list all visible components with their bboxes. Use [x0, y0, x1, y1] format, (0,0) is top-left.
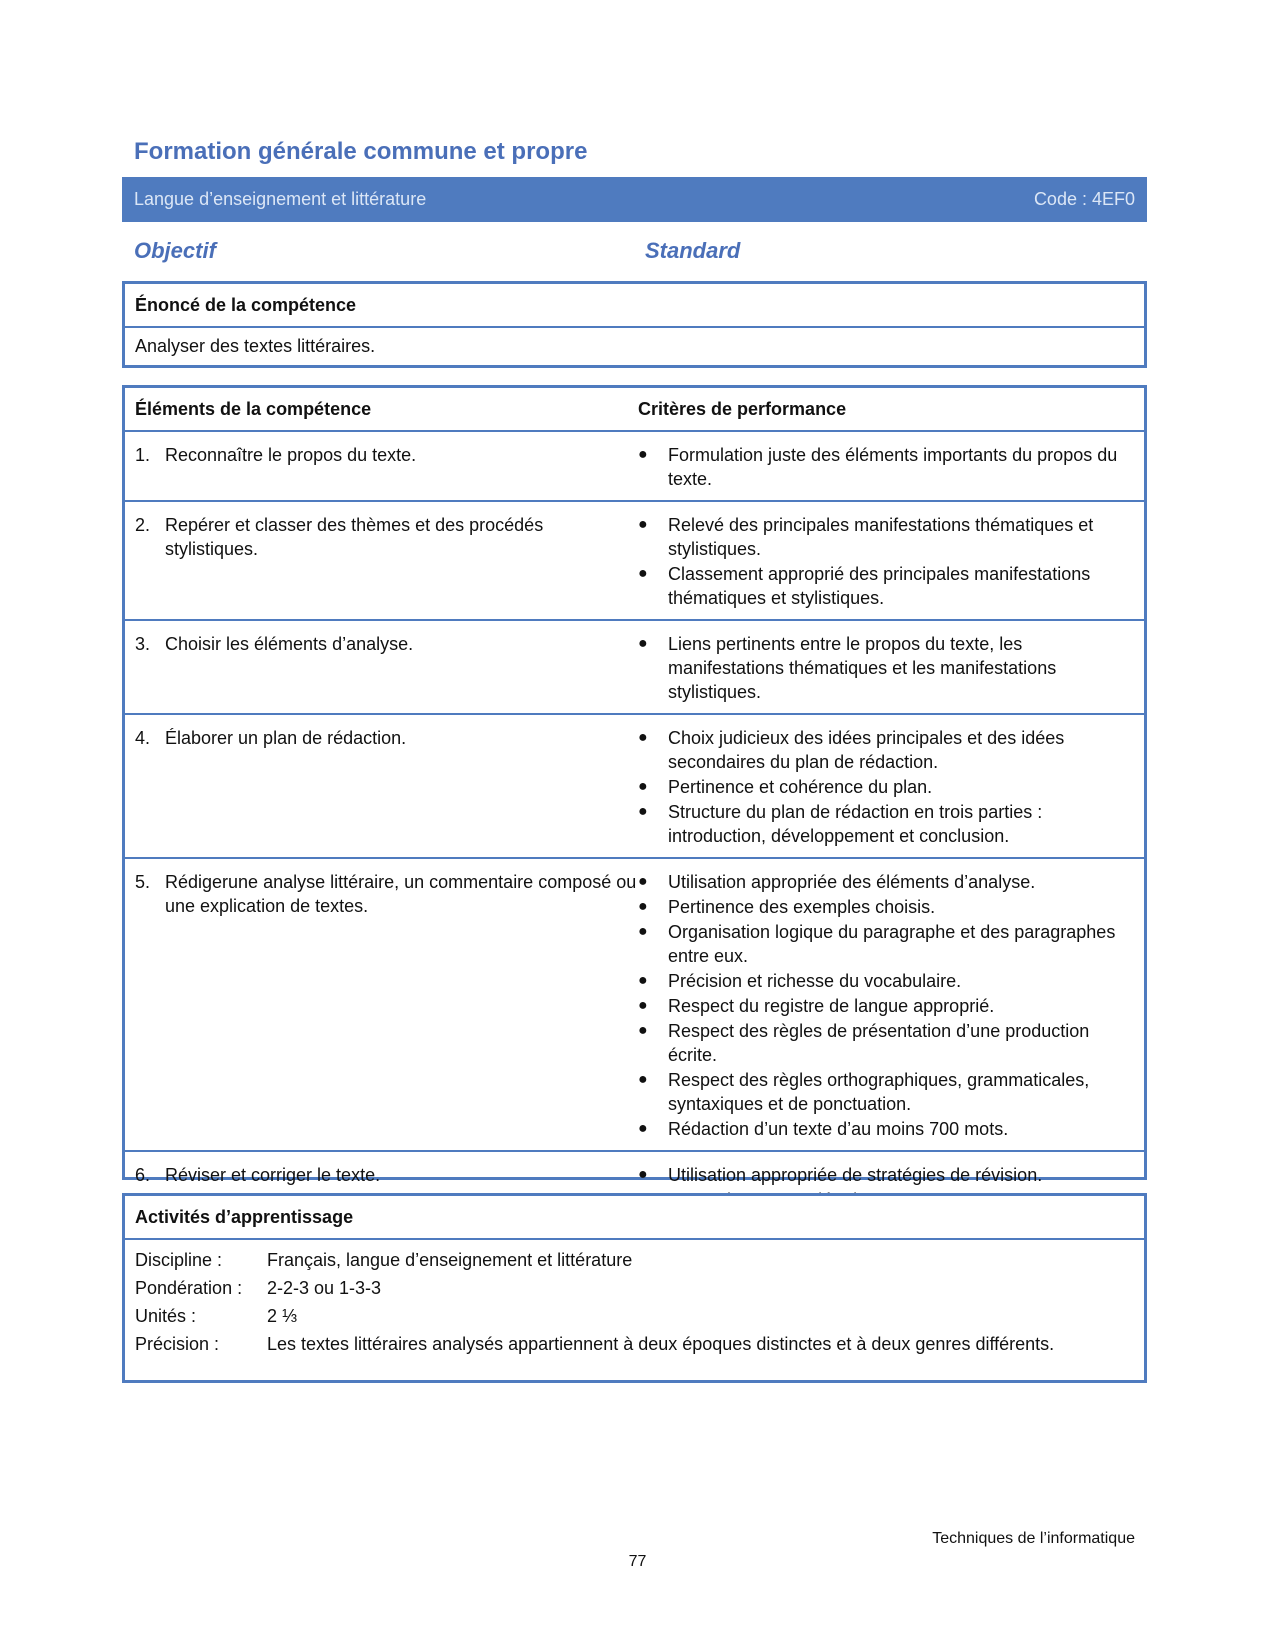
criteria-text: Utilisation appropriée des éléments d’analyse.: [668, 872, 1036, 892]
bullet-icon: ●: [638, 446, 648, 463]
field-value: 2-2-3 ou 1-3-3: [267, 1278, 382, 1298]
bullet-icon: ●: [638, 1071, 648, 1088]
standard-heading: Standard: [645, 238, 741, 263]
criteria-text: Respect des règles orthographiques, grammaticales, syntaxiques et de ponctuation.: [668, 1070, 1090, 1114]
criteria-item: [638, 562, 1136, 610]
enonce-box: [122, 281, 1147, 368]
footer-program: Techniques de l’informatique: [932, 1530, 1135, 1547]
criteria-item: [638, 1117, 1136, 1141]
bullet-icon: ●: [638, 1120, 648, 1137]
criteria-table: [122, 385, 1147, 1185]
criteria-text: Organisation logique du paragraphe et des paragraphes entre eux.: [668, 922, 1116, 966]
bullet-icon: ●: [638, 635, 648, 652]
criteria-item: [638, 726, 1136, 774]
criteres-column-header: Critères de performance: [638, 398, 847, 419]
criteria-list: [638, 859, 1136, 1150]
criteria-item: [638, 775, 1136, 799]
activite-field: [125, 1304, 1144, 1328]
criteria-row: [125, 859, 1144, 1152]
criteria-list: [638, 432, 1136, 500]
bullet-icon: ●: [638, 997, 648, 1014]
field-value: Les textes littéraires analysés appartiennent à deux époques distinctes et à deux genres différents.: [267, 1334, 1055, 1354]
criteria-row: [125, 621, 1144, 715]
criteria-item: [638, 920, 1136, 968]
criteria-text: Précision et richesse du vocabulaire.: [668, 971, 962, 991]
activite-field: [125, 1332, 1144, 1356]
criteria-list: [638, 502, 1136, 619]
field-value: Français, langue d’enseignement et littérature: [267, 1250, 633, 1270]
elements-column-header: Éléments de la compétence: [135, 398, 372, 419]
criteria-text: Structure du plan de rédaction en trois parties : introduction, développement et conclusion.: [668, 802, 1043, 846]
enonce-text: Analyser des textes littéraires.: [135, 336, 376, 356]
element-text: Élaborer un plan de rédaction.: [165, 728, 407, 748]
criteria-list: [638, 621, 1136, 713]
criteria-text: Formulation juste des éléments importants du propos du texte.: [668, 445, 1118, 489]
element-text: Choisir les éléments d’analyse.: [165, 634, 414, 654]
bullet-icon: ●: [638, 873, 648, 890]
page-title: Formation générale commune et propre: [134, 138, 588, 165]
objectif-heading: Objectif: [134, 238, 216, 263]
bullet-icon: ●: [638, 1166, 648, 1183]
criteria-text: Relevé des principales manifestations thématiques et stylistiques.: [668, 515, 1094, 559]
criteria-item: [638, 443, 1136, 491]
criteria-item: [638, 632, 1136, 704]
course-code: Code : 4EF0: [1033, 189, 1135, 209]
criteria-item: [638, 994, 1136, 1018]
bullet-icon: ●: [638, 565, 648, 582]
criteria-text: Rédaction d’un texte d’au moins 700 mots.: [668, 1119, 1009, 1139]
course-name: Langue d’enseignement et littérature: [134, 189, 427, 209]
criteria-item: [638, 1068, 1136, 1116]
bullet-icon: ●: [638, 972, 648, 989]
activites-box: [122, 1193, 1147, 1383]
bullet-icon: ●: [638, 1022, 648, 1039]
enonce-heading: Énoncé de la compétence: [135, 294, 357, 315]
bullet-icon: ●: [638, 516, 648, 533]
criteria-row: [125, 715, 1144, 859]
criteria-list: [638, 715, 1136, 857]
criteria-item: [638, 1019, 1136, 1067]
element-number: 1.: [135, 445, 151, 465]
criteria-row: [125, 502, 1144, 621]
element-text: Rédigerune analyse littéraire, un commentaire composé ou une explication de textes.: [165, 872, 637, 916]
criteria-item: [638, 969, 1136, 993]
field-label: Précision :: [135, 1334, 220, 1354]
activite-field: [125, 1276, 1144, 1300]
criteria-item: [638, 1163, 1136, 1187]
activite-field: [125, 1248, 1144, 1272]
course-banner: [122, 177, 1147, 222]
bullet-icon: ●: [638, 803, 648, 820]
criteria-text: Pertinence et cohérence du plan.: [668, 777, 933, 797]
criteria-item: [638, 895, 1136, 919]
element-text: Repérer et classer des thèmes et des procédés stylistiques.: [165, 515, 544, 559]
element-number: 2.: [135, 515, 151, 535]
bullet-icon: ●: [638, 898, 648, 915]
criteria-row: [125, 432, 1144, 502]
element-number: 3.: [135, 634, 151, 654]
element-number: 5.: [135, 872, 151, 892]
criteria-text: Liens pertinents entre le propos du texte, les manifestations thématiques et les manifestations stylistiques.: [668, 634, 1057, 702]
criteria-item: [638, 870, 1136, 894]
field-label: Discipline :: [135, 1250, 223, 1270]
criteria-text: Respect du registre de langue approprié.: [668, 996, 995, 1016]
element-number: 6.: [135, 1165, 151, 1185]
element-number: 4.: [135, 728, 151, 748]
criteria-item: [638, 800, 1136, 848]
field-label: Pondération :: [135, 1278, 243, 1298]
criteria-text: Choix judicieux des idées principales et des idées secondaires du plan de rédaction.: [668, 728, 1065, 772]
criteria-text: Respect des règles de présentation d’une production écrite.: [668, 1021, 1090, 1065]
page-number: 77: [628, 1553, 647, 1570]
bullet-icon: ●: [638, 923, 648, 940]
criteria-text: Utilisation appropriée de stratégies de révision.: [668, 1165, 1043, 1185]
criteria-header: [125, 388, 1144, 432]
bullet-icon: ●: [638, 778, 648, 795]
criteria-item: [638, 513, 1136, 561]
element-text: Réviser et corriger le texte.: [165, 1165, 381, 1185]
field-value: 2 ⅓: [267, 1306, 298, 1326]
bullet-icon: ●: [638, 729, 648, 746]
criteria-text: Classement approprié des principales manifestations thématiques et stylistiques.: [668, 564, 1091, 608]
element-text: Reconnaître le propos du texte.: [165, 445, 417, 465]
field-label: Unités :: [135, 1306, 197, 1326]
criteria-text: Pertinence des exemples choisis.: [668, 897, 936, 917]
activites-heading: Activités d’apprentissage: [125, 1196, 1144, 1240]
